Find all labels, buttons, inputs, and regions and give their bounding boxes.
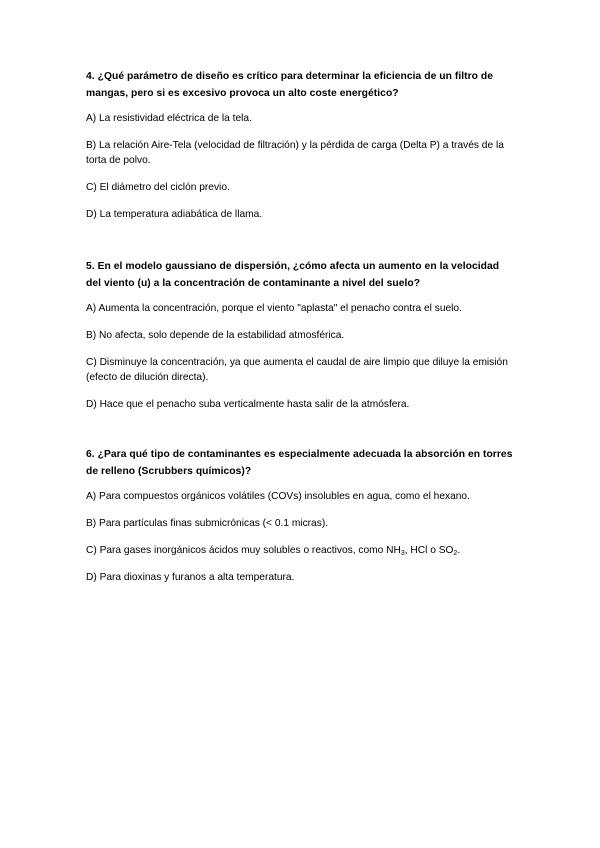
- question-6-option-c-text-end: .: [457, 545, 461, 556]
- question-5-option-c: C) Disminuye la concentración, ya que aumenta el caudal de aire limpio que diluye la emisión (efecto de dilución directa).: [86, 357, 508, 383]
- question-6: [86, 446, 516, 597]
- question-5-option-a: A) Aumenta la concentración, porque el viento "aplasta" el penacho contra el suelo.: [86, 303, 462, 314]
- question-6-option-a: A) Para compuestos orgánicos volátiles (COVs) insolubles en agua, como el hexano.: [86, 491, 470, 502]
- question-6-option-c-text-middle: , HCl o SO: [404, 545, 454, 556]
- question-6-title: 6. ¿Para qué tipo de contaminantes es especialmente adecuada la absorción en torres de relleno (Scrubbers químicos)?: [86, 449, 513, 477]
- question-4-option-d: D) La temperatura adiabática de llama.: [86, 209, 263, 220]
- question-6-option-c-subscript-1: 3: [400, 550, 405, 557]
- question-6-option-c-subscript-2: 2: [453, 550, 458, 557]
- question-6-option-c: [86, 543, 516, 558]
- question-6-option-d: D) Para dioxinas y furanos a alta temperatura.: [86, 572, 295, 583]
- question-5-title: 5. En el modelo gaussiano de dispersión, ¿cómo afecta un aumento en la velocidad del viento (u) a la concentración de contaminante a nivel del suelo?: [86, 261, 500, 289]
- question-4-title: 4. ¿Qué parámetro de diseño es crítico para determinar la eficiencia de un filtro de mangas, pero si es excesivo provoca un alto coste energético?: [86, 71, 494, 99]
- question-4: [86, 68, 516, 234]
- question-6-option-b: B) Para partículas finas submicrónicas (< 0.1 micras).: [86, 518, 329, 529]
- question-4-option-b: B) La relación Aire-Tela (velocidad de filtración) y la pérdida de carga (Delta P) a través de la torta de polvo.: [86, 140, 504, 166]
- question-6-option-c-text: C) Para gases inorgánicos ácidos muy solubles o reactivos, como NH: [86, 545, 401, 556]
- question-4-option-a: A) La resistividad eléctrica de la tela.: [86, 113, 252, 124]
- question-5-option-b: B) No afecta, solo depende de la estabilidad atmosférica.: [86, 330, 345, 341]
- question-5-option-d: D) Hace que el penacho suba verticalmente hasta salir de la atmósfera.: [86, 399, 410, 410]
- question-4-option-c: C) El diámetro del ciclón previo.: [86, 182, 230, 193]
- question-5: [86, 258, 516, 424]
